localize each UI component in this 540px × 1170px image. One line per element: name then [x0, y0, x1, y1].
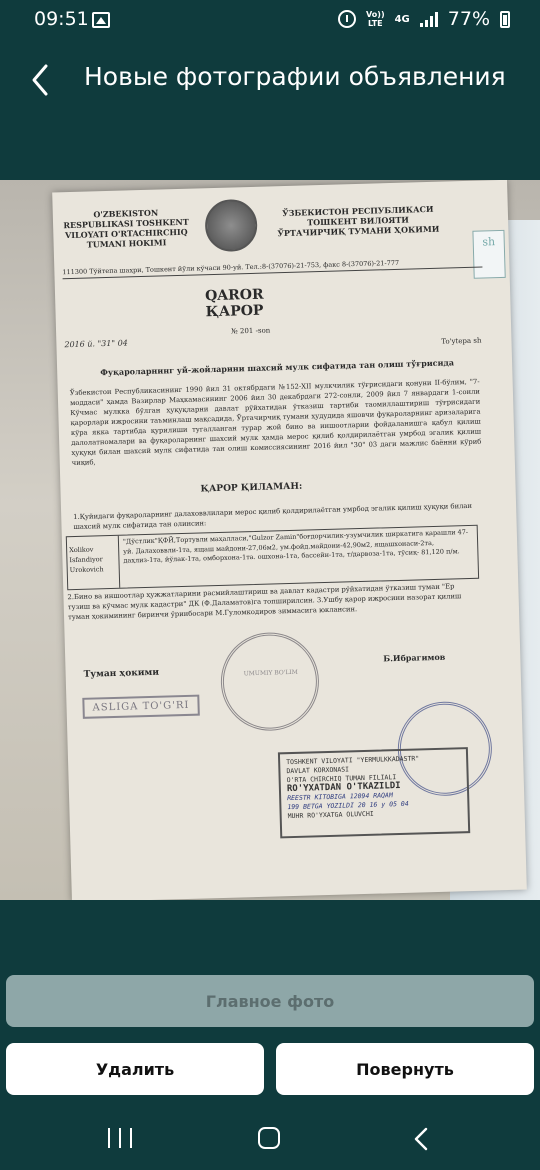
document-sheet — [52, 180, 527, 900]
delete-button[interactable]: Удалить — [6, 1043, 264, 1095]
alarm-icon — [338, 10, 356, 28]
volte-indicator — [366, 10, 385, 28]
system-nav-bar — [0, 1110, 540, 1170]
reg-line: DAVLAT KORXONASI — [286, 765, 350, 776]
back-button[interactable] — [22, 56, 62, 104]
reg-line: MUHR RO'YXATGA OLUVCHI — [287, 809, 374, 821]
gallery-notification-icon — [92, 12, 110, 28]
doc-qaror-title — [205, 287, 264, 321]
status-bar — [0, 0, 540, 44]
signal-icon — [420, 11, 438, 27]
reg-line: TOSHKENT VILOYATI "YERMULKKADASTR" — [286, 754, 420, 767]
page-title: Новые фотографии объявления — [84, 62, 506, 91]
status-icons — [338, 8, 510, 30]
battery-percent: 77% — [447, 8, 490, 30]
doc-qaror-latin: QAROR — [204, 286, 264, 305]
battery-icon — [500, 11, 510, 28]
doc-sign-right: Б.Ибрагимов — [383, 651, 446, 664]
rotate-button[interactable]: Повернуть — [276, 1043, 534, 1095]
doc-date: 2016 й. "31" 04 — [64, 338, 128, 350]
doc-subject: Фуқароларнинг уй-жойларини шахсий мулк сифатида тан олиш тўғрисида — [100, 357, 455, 378]
listing-photo[interactable] — [0, 180, 540, 900]
doc-table-desc: "Дўстлик"ҚФЙ,Тортувли маҳалласи,"Gulzor Zamin"боғдорчилик-узумчилик ширкатига қарашли 47-уй. Далаховвли-1та, ящаш майдони-27,06м2, ум.фойд.майдони-42,90м2, ящашхонаси-2та, даҳлиз-1та, йўлак-1та, омборхона-1та. ошхона-1та, бассейн-1та, т/дарвоза-1та, тўсиқ- 81,120 п/м. — [122, 528, 469, 565]
recent-apps-icon — [108, 1128, 110, 1148]
doc-kilaman: ҚАРОР ҚИЛАМАН: — [200, 481, 303, 495]
lte-label: LTE — [367, 19, 383, 28]
round-stamp-text: UMUMIY BO'LIM — [243, 668, 299, 678]
doc-item-1: 1.Қуйидаги фуқароларнинг далаховвлилари мерос қилиб қолдирилаётган умрбод эгалик қилиш ҳуқуқи билан шахсий мулк сифатида тан олинсин: — [73, 501, 473, 532]
nav-back-button[interactable] — [410, 1126, 432, 1156]
home-button[interactable] — [258, 1127, 280, 1149]
asliga-stamp: ASLIGA TO'G'RI — [82, 695, 199, 719]
status-time: 09:51 — [34, 8, 89, 30]
doc-number: № 201 -son — [231, 326, 271, 336]
recent-apps-icon — [119, 1128, 121, 1148]
doc-sign-left: Туман ҳокими — [83, 667, 160, 680]
chevron-left-icon — [22, 56, 62, 104]
round-stamp-icon — [220, 631, 321, 732]
volte-label: Vo)) — [366, 10, 385, 19]
recent-apps-button[interactable] — [108, 1128, 132, 1150]
registration-stamp — [278, 747, 470, 838]
reg-line: REESTR KITOBIGA 12094 RAQAM — [287, 791, 393, 803]
doc-place: To'ytepa sh — [441, 336, 482, 346]
doc-table — [66, 525, 479, 590]
doc-items: 2.Бино ва иншоотлар ҳужжатларини расмийлаштириш ва давлат кадастри рўйхатидан ўтказиш туман "Ер тузиш ва кўчмас мулк кадастри" ДК (Ф.Даламатов)га топширилсин. 3.Ушбу қарор ижросини назорат қилиш туман ҳокимининг биринчи ўринбосари М.Гуломкодиров зиммасига юклансин. — [67, 582, 462, 622]
network-gen-label: 4G — [394, 13, 410, 25]
coat-of-arms-icon — [204, 199, 257, 252]
doc-table-name: Xolikov Isfandiyor Urokovich — [67, 536, 120, 589]
doc-side-tab: sh — [472, 230, 505, 279]
doc-qaror-cyrillic: ҚАРОР — [205, 302, 264, 321]
doc-address: 111300 Тўйтепа шаҳри, Тошкент йўли кўчаси 90-уй. Тел.:8-(37076)-21-753, факс 8-(37076)-21-777 — [62, 257, 482, 280]
reg-line: RO'YXATDAN O'TKAZILDI — [286, 780, 401, 795]
nav-back-icon — [410, 1126, 432, 1152]
reg-line: O'RTA CHIRCHIQ TUMAN FILIALI — [286, 773, 397, 785]
reg-line: 199 BETGA YOZILDI 20 16 y 05 04 — [287, 799, 409, 812]
main-photo-button[interactable]: Главное фото — [6, 975, 534, 1027]
doc-body: Ўзбекистон Республикасининг 1990 йил 31 октябрдаги №152-XII мулкчилик тўғрисидаги қонуни II-бўлим, "7-моддаси" ҳамда Вазирлар Маҳкамасининг 2006 йил 30 декабрдаги 272-сонли, 2009 йил 7 январдаги 1-сонли Кўчмас мулкка бўлган ҳуқуқларни давлат рўйхатидан ўтказиш тартиби таомиллаштириш тўғрисидаги қарорлари ижросини таъминлаш мақсадида, Ўртачирчиқ тумани ҳудудида яшовчи фуқароларнинг аризаларига кўра якка тартибда қурилиши тугалланган турар жой бино ва иншоотларни фойдаланишга қабул қилиш далолатномалари ва фуқароларнинг шахсий мулк ҳамда мерос қилиб қолдирилаётган умрбод эгалик қилиш ҳуқуқи билан шахсий мулк сифатида тан олиш комиссиясининг 2016 йил "30" 03 даги мажлис баённи кўриб чиқиб, — [69, 377, 482, 468]
doc-left-header: O'ZBEKISTON RESPUBLIKASI TOSHKENT VILOYATI O'RTACHIRCHIQ TUMANI HOKIMI — [63, 207, 189, 250]
recent-apps-icon — [130, 1128, 132, 1148]
doc-right-header: ЎЗБЕКИСТОН РЕСПУБЛИКАСИ ТОШКЕНТ ВИЛОЯТИ ЎРТАЧИРЧИҚ ТУМАНИ ҲОКИМИ — [277, 203, 440, 239]
